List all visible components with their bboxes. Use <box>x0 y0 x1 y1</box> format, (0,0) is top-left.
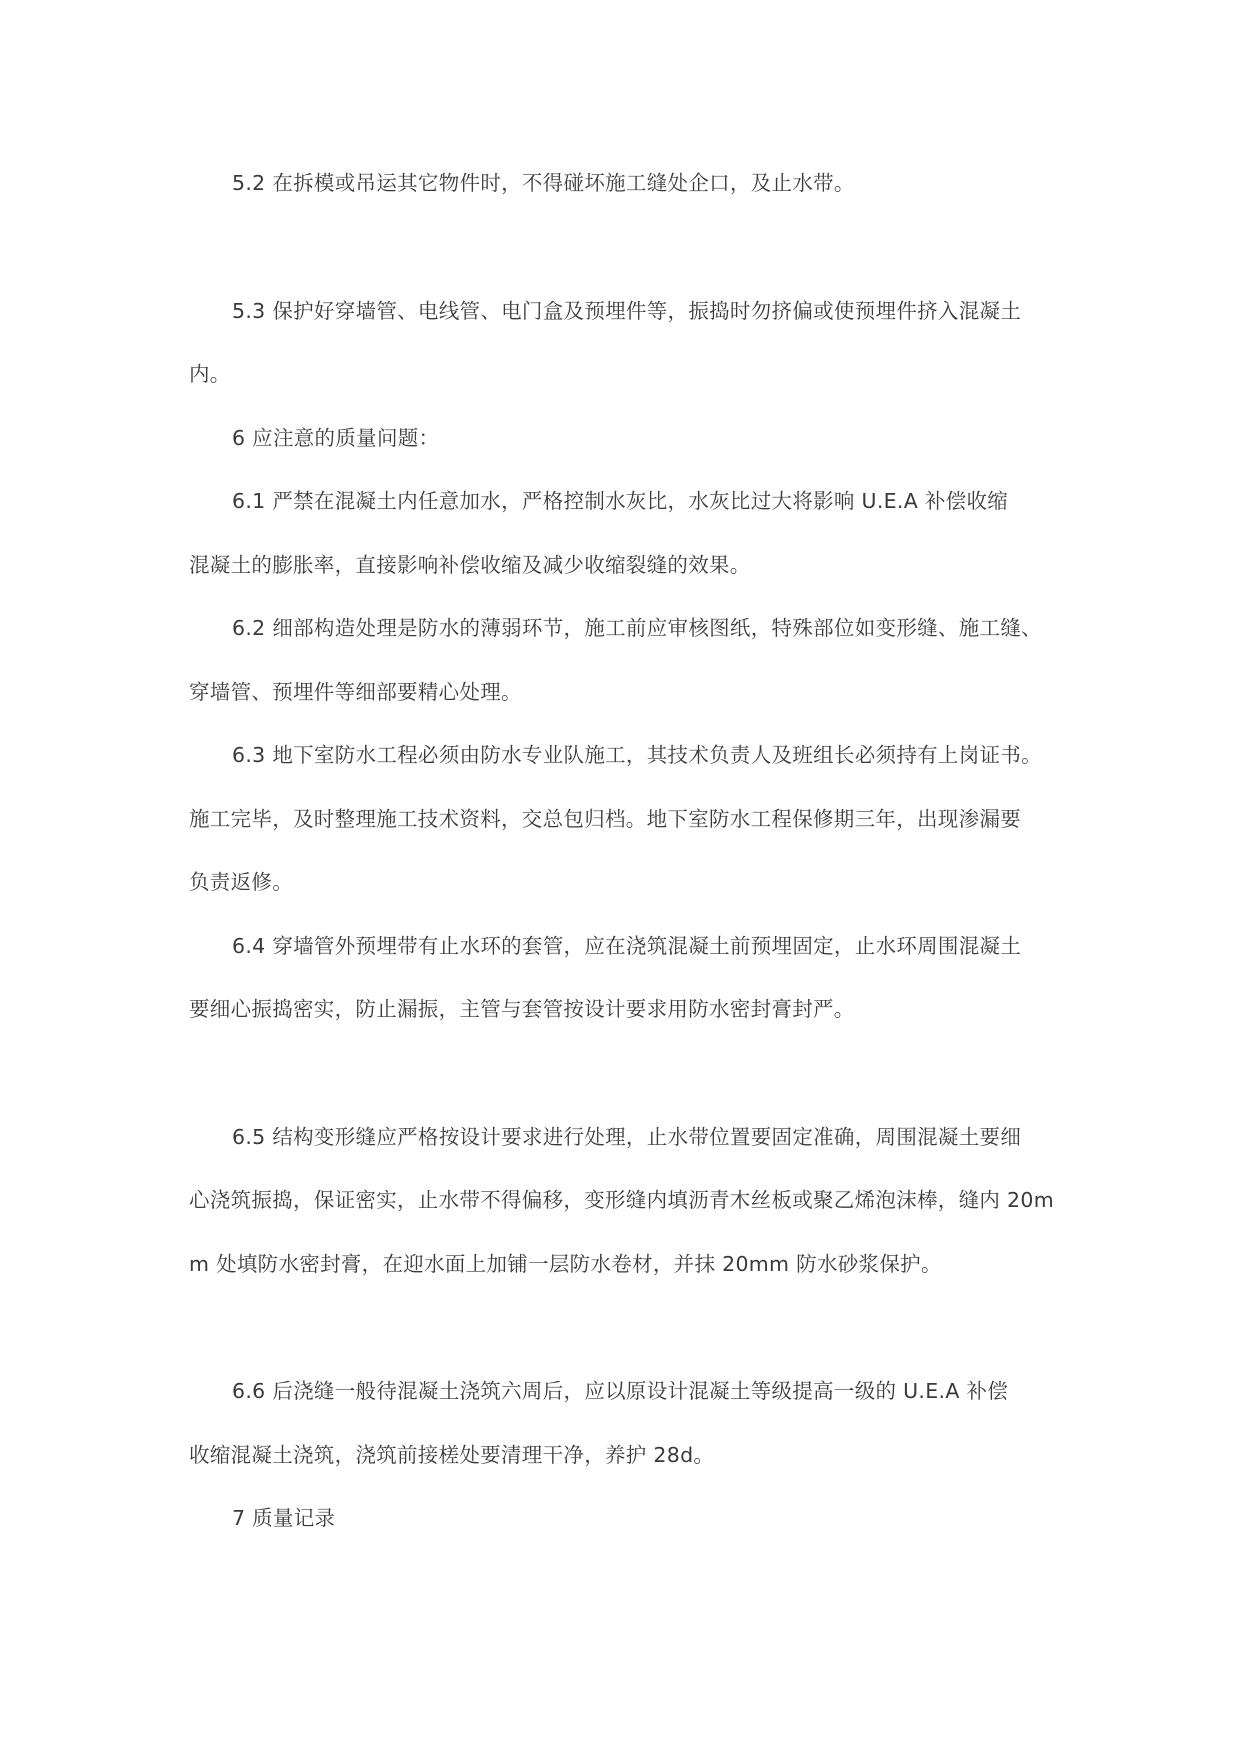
paragraph-5-2: 5.2 在拆模或吊运其它物件时，不得碰坏施工缝处企口，及止水带。 <box>232 171 855 195</box>
paragraph-6-3-line-2: 施工完毕，及时整理施工技术资料，交总包归档。地下室防水工程保修期三年，出现渗漏要 <box>189 807 1021 831</box>
paragraph-6-2-line-1: 6.2 细部构造处理是防水的薄弱环节，施工前应审核图纸，特殊部位如变形缝、施工缝、 <box>232 616 1042 640</box>
section-7-heading: 7 质量记录 <box>232 1506 336 1530</box>
paragraph-5-3-line-2: 内。 <box>189 362 231 386</box>
paragraph-6-6-line-2: 收缩混凝土浇筑，浇筑前接槎处要清理干净，养护 28d。 <box>189 1443 715 1467</box>
paragraph-6-3-line-3: 负责返修。 <box>189 870 293 894</box>
paragraph-5-3-line-1: 5.3 保护好穿墙管、电线管、电门盒及预埋件等，振捣时勿挤偏或使预埋件挤入混凝土 <box>232 299 1022 323</box>
section-6-heading: 6 应注意的质量问题： <box>232 426 440 450</box>
paragraph-6-5-line-3: m 处填防水密封膏，在迎水面上加铺一层防水卷材，并抹 20mm 防水砂浆保护。 <box>189 1252 942 1276</box>
paragraph-6-1-line-2: 混凝土的膨胀率，直接影响补偿收缩及减少收缩裂缝的效果。 <box>189 553 751 577</box>
paragraph-6-5-line-2: 心浇筑振捣，保证密实，止水带不得偏移，变形缝内填沥青木丝板或聚乙烯泡沫棒，缝内 20m <box>189 1188 1054 1212</box>
paragraph-6-2-line-2: 穿墙管、预埋件等细部要精心处理。 <box>189 680 522 704</box>
paragraph-6-3-line-1: 6.3 地下室防水工程必须由防水专业队施工，其技术负责人及班组长必须持有上岗证书。 <box>232 743 1042 767</box>
paragraph-6-6-line-1: 6.6 后浇缝一般待混凝土浇筑六周后，应以原设计混凝土等级提高一级的 U.E.A 补偿 <box>232 1379 1009 1403</box>
paragraph-6-4-line-2: 要细心振捣密实，防止漏振，主管与套管按设计要求用防水密封膏封严。 <box>189 997 855 1021</box>
paragraph-6-5-line-1: 6.5 结构变形缝应严格按设计要求进行处理，止水带位置要固定准确，周围混凝土要细 <box>232 1125 1022 1149</box>
paragraph-6-4-line-1: 6.4 穿墙管外预埋带有止水环的套管，应在浇筑混凝土前预埋固定，止水环周围混凝土 <box>232 934 1022 958</box>
paragraph-6-1-line-1: 6.1 严禁在混凝土内任意加水，严格控制水灰比，水灰比过大将影响 U.E.A 补偿收缩 <box>232 489 1009 513</box>
